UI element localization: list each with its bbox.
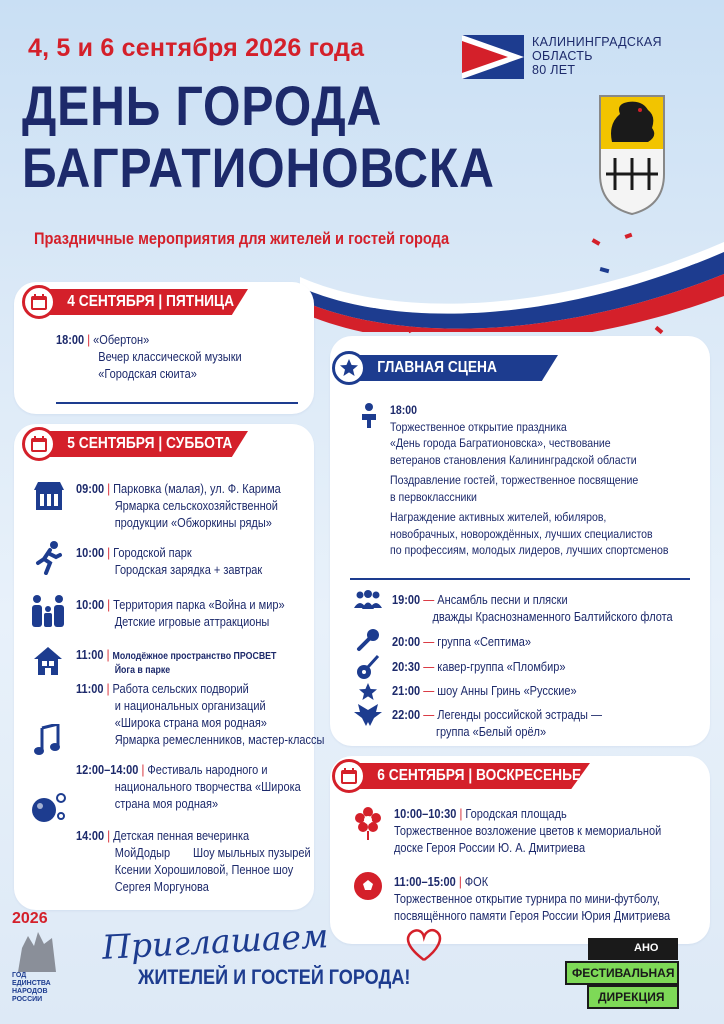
house-icon	[32, 645, 64, 677]
day6-event-1: 10:00–10:30 | Городская площадь Торжественное возложение цветов к мемориальной доске Героя России Ю. А. Дмитриева	[394, 807, 662, 855]
year-of-unity-logo	[12, 910, 66, 1014]
fest-logo-line-2: ДИРЕКЦИЯ	[598, 990, 665, 1004]
speaker-podium-icon	[358, 402, 380, 430]
event-time: 18:00	[56, 333, 85, 347]
region-logo-line-2: ОБЛАСТЬ	[532, 49, 593, 63]
invite-script: Приглашаем	[101, 916, 330, 967]
star-icon	[358, 682, 378, 702]
football-icon	[354, 872, 382, 900]
event-desc: Вечер классической музыки	[98, 350, 242, 364]
event-dates: 4, 5 и 6 сентября 2026 года	[28, 34, 365, 62]
main-stage-opening: 18:00 Торжественное открытие праздника «День города Багратионовска», чествование ветеранов становления Калининградской области Поздравление гостей, торжественное посвящение в первоклассники Награждение активных жителей, юбиляров, новобрачных, новорождённых, лучших специалистов по профессиям, молодых лидеров, лучших спортсменов	[390, 403, 669, 557]
day6-ribbon-label: 6 СЕНТЯБРЯ | ВОСКРЕСЕНЬЕ	[377, 767, 582, 784]
bubbles-icon	[30, 790, 68, 828]
year-logo-number: 2026	[12, 910, 48, 927]
day5-event-3: 10:00 | Территория парка «Война и мир» Детские игровые аттракционы	[76, 598, 285, 629]
divider	[56, 402, 298, 404]
music-note-icon	[34, 724, 60, 756]
main-stage-act-1: 19:00 — Ансамбль песни и пляски дважды Краснознаменного Балтийского флота	[392, 593, 673, 624]
day4-event-1: 18:00 | «Обертон» Вечер классической музыки «Городская сюита»	[56, 333, 242, 381]
monument-icon	[12, 928, 62, 972]
title-line-1: ДЕНЬ ГОРОДА	[22, 74, 383, 137]
divider	[350, 578, 690, 580]
market-icon	[32, 480, 66, 512]
title-line-2: БАГРАТИОНОВСКА	[22, 136, 495, 199]
eagle-icon	[354, 704, 382, 726]
fest-logo-line-1: ФЕСТИВАЛЬНАЯ	[572, 966, 675, 980]
day5-event-7: 14:00 | Детская пенная вечеринка МойДодыр Шоу мыльных пузырей Ксении Хорошиловой, Пенное шоу Сергея Моргунова	[76, 829, 311, 894]
region-logo-line-1: КАЛИНИНГРАДСКАЯ	[532, 35, 662, 49]
region-80-logo	[462, 35, 662, 79]
day5-event-1: 09:00 | Парковка (малая), ул. Ф. Карима Ярмарка сельскохозяйственной продукции «Обжоркины ряды»	[76, 482, 281, 530]
city-coat-of-arms-icon	[598, 94, 666, 216]
day6-event-2: 11:00–15:00 | ФОК Торжественное открытие турнира по мини-футболу, посвящённого памяти Героя России Юрия Дмитриева	[394, 875, 671, 923]
day4-ribbon-label: 4 СЕНТЯБРЯ | ПЯТНИЦА	[67, 293, 235, 310]
heart-icon	[404, 928, 444, 962]
day5-ribbon	[26, 428, 248, 460]
invite-caps: ЖИТЕЛЕЙ И ГОСТЕЙ ГОРОДА!	[138, 966, 411, 989]
fest-logo-ano: АНО	[634, 942, 659, 954]
group-icon	[354, 590, 382, 610]
main-stage-ribbon-label: ГЛАВНАЯ СЦЕНА	[377, 359, 497, 376]
flower-icon	[354, 806, 382, 840]
year-logo-text: ГОД ЕДИНСТВА НАРОДОВ РОССИИ	[12, 972, 51, 1003]
page-subtitle: Праздничные мероприятия для жителей и гостей города	[34, 229, 450, 248]
day5-event-4: 11:00 | Молодёжное пространство ПРОСВЕТ Йога в парке	[76, 648, 277, 676]
day5-ribbon-label: 5 СЕНТЯБРЯ | СУББОТА	[67, 435, 233, 452]
page-title	[22, 74, 495, 199]
main-stage-act-5: 22:00 — Легенды российской эстрады — группа «Белый орёл»	[392, 708, 603, 739]
event-desc: «Городская сюита»	[98, 367, 197, 381]
main-stage-act-4: 21:00 — шоу Анны Гринь «Русские»	[392, 684, 577, 698]
day4-ribbon	[26, 286, 248, 318]
day6-ribbon	[336, 760, 590, 792]
day5-event-5: 11:00 | Работа сельских подворий и национальных организаций «Широка страна моя родная» Ярмарка ремесленников, мастер-классы	[76, 682, 325, 747]
guitar-icon	[356, 654, 380, 680]
event-title: «Обертон»	[93, 333, 150, 347]
main-stage-act-3: 20:30 — кавер-группа «Пломбир»	[392, 660, 566, 674]
main-stage-ribbon	[336, 352, 558, 384]
region-logo-line-3: 80 ЛЕТ	[532, 63, 576, 77]
microphone-icon	[356, 628, 380, 652]
family-icon	[30, 595, 66, 629]
day5-event-2: 10:00 | Городской парк Городская зарядка + завтрак	[76, 546, 263, 577]
day5-event-6: 12:00–14:00 | Фестиваль народного и национального творчества «Широка страна моя родная»	[76, 763, 301, 811]
region-logo-mark-icon	[462, 35, 524, 79]
main-stage-act-2: 20:00 — группа «Септима»	[392, 635, 531, 649]
festival-directorate-logo	[562, 936, 692, 1016]
running-person-icon	[34, 541, 64, 575]
